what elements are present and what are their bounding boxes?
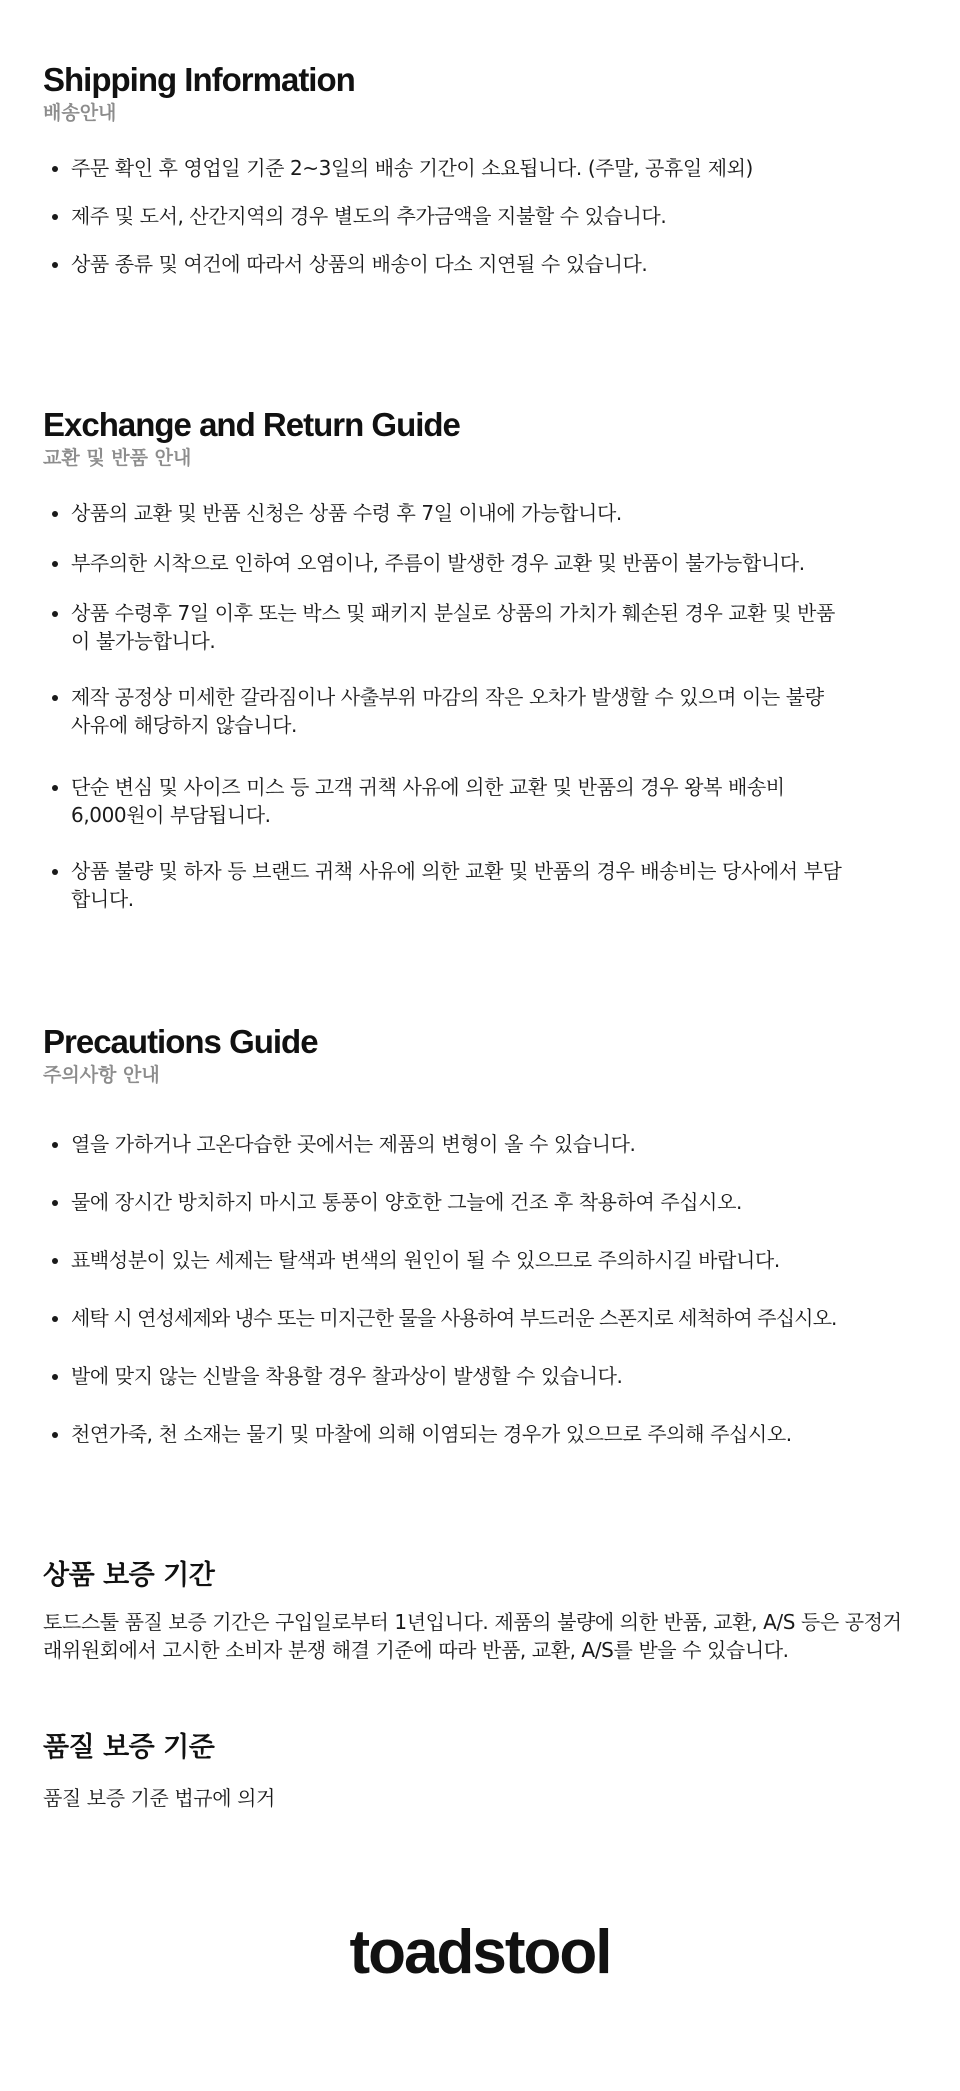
list-item: 부주의한 시착으로 인하여 오염이나, 주름이 발생한 경우 교환 및 반품이 불가능합니다. — [43, 549, 843, 577]
precautions-title: Precautions Guide — [43, 1023, 318, 1060]
list-item: 상품 종류 및 여건에 따라서 상품의 배송이 다소 지연될 수 있습니다. — [43, 250, 923, 278]
list-item: 제주 및 도서, 산간지역의 경우 별도의 추가금액을 지불할 수 있습니다. — [43, 202, 923, 230]
precautions-list — [43, 1130, 923, 1448]
list-item: 세탁 시 연성세제와 냉수 또는 미지근한 물을 사용하여 부드러운 스폰지로 세척하여 주십시오. — [43, 1304, 923, 1332]
shipping-section — [43, 60, 923, 278]
list-item: 표백성분이 있는 세제는 탈색과 변색의 원인이 될 수 있으므로 주의하시길 바랍니다. — [43, 1246, 923, 1274]
brand-logo: toadstool — [349, 1918, 611, 1987]
list-item: 상품 불량 및 하자 등 브랜드 귀책 사유에 의한 교환 및 반품의 경우 배송비는 당사에서 부담합니다. — [43, 857, 843, 913]
list-item: 상품의 교환 및 반품 신청은 상품 수령 후 7일 이내에 가능합니다. — [43, 499, 843, 527]
list-item: 상품 수령후 7일 이후 또는 박스 및 패키지 분실로 상품의 가치가 훼손된 경우 교환 및 반품이 불가능합니다. — [43, 599, 843, 655]
warranty-text: 토드스툴 품질 보증 기간은 구입일로부터 1년입니다. 제품의 불량에 의한 반품, 교환, A/S 등은 공정거래위원회에서 고시한 소비자 분쟁 해결 기준에 따라 반품, 교환, A/S를 받을 수 있습니다. — [43, 1610, 902, 1662]
quality-section — [43, 1730, 923, 1812]
shipping-list — [43, 154, 923, 278]
quality-title: 품질 보증 기준 — [43, 1732, 215, 1763]
list-item: 제작 공정상 미세한 갈라짐이나 사출부위 마감의 작은 오차가 발생할 수 있으며 이는 불량 사유에 해당하지 않습니다. — [43, 683, 843, 739]
list-item: 천연가죽, 천 소재는 물기 및 마찰에 의해 이염되는 경우가 있으므로 주의해 주십시오. — [43, 1420, 923, 1448]
list-item: 열을 가하거나 고온다습한 곳에서는 제품의 변형이 올 수 있습니다. — [43, 1130, 923, 1158]
warranty-section — [43, 1558, 903, 1664]
list-item: 발에 맞지 않는 신발을 착용할 경우 찰과상이 발생할 수 있습니다. — [43, 1362, 923, 1390]
list-item: 주문 확인 후 영업일 기준 2~3일의 배송 기간이 소요됩니다. (주말, 공휴일 제외) — [43, 154, 923, 182]
list-item: 단순 변심 및 사이즈 미스 등 고객 귀책 사유에 의한 교환 및 반품의 경우 왕복 배송비 6,000원이 부담됩니다. — [43, 773, 843, 829]
exchange-list — [43, 499, 843, 913]
warranty-title: 상품 보증 기간 — [43, 1560, 215, 1591]
quality-text: 품질 보증 기준 법규에 의거 — [43, 1786, 275, 1810]
precautions-section — [43, 1022, 923, 1448]
precautions-subtitle: 주의사항 안내 — [43, 1064, 160, 1086]
shipping-title: Shipping Information — [43, 61, 355, 98]
list-item: 물에 장시간 방치하지 마시고 통풍이 양호한 그늘에 건조 후 착용하여 주십시오. — [43, 1188, 923, 1216]
shipping-subtitle: 배송안내 — [43, 102, 117, 124]
exchange-subtitle: 교환 및 반품 안내 — [43, 447, 192, 469]
exchange-section — [43, 405, 923, 913]
exchange-title: Exchange and Return Guide — [43, 406, 460, 443]
